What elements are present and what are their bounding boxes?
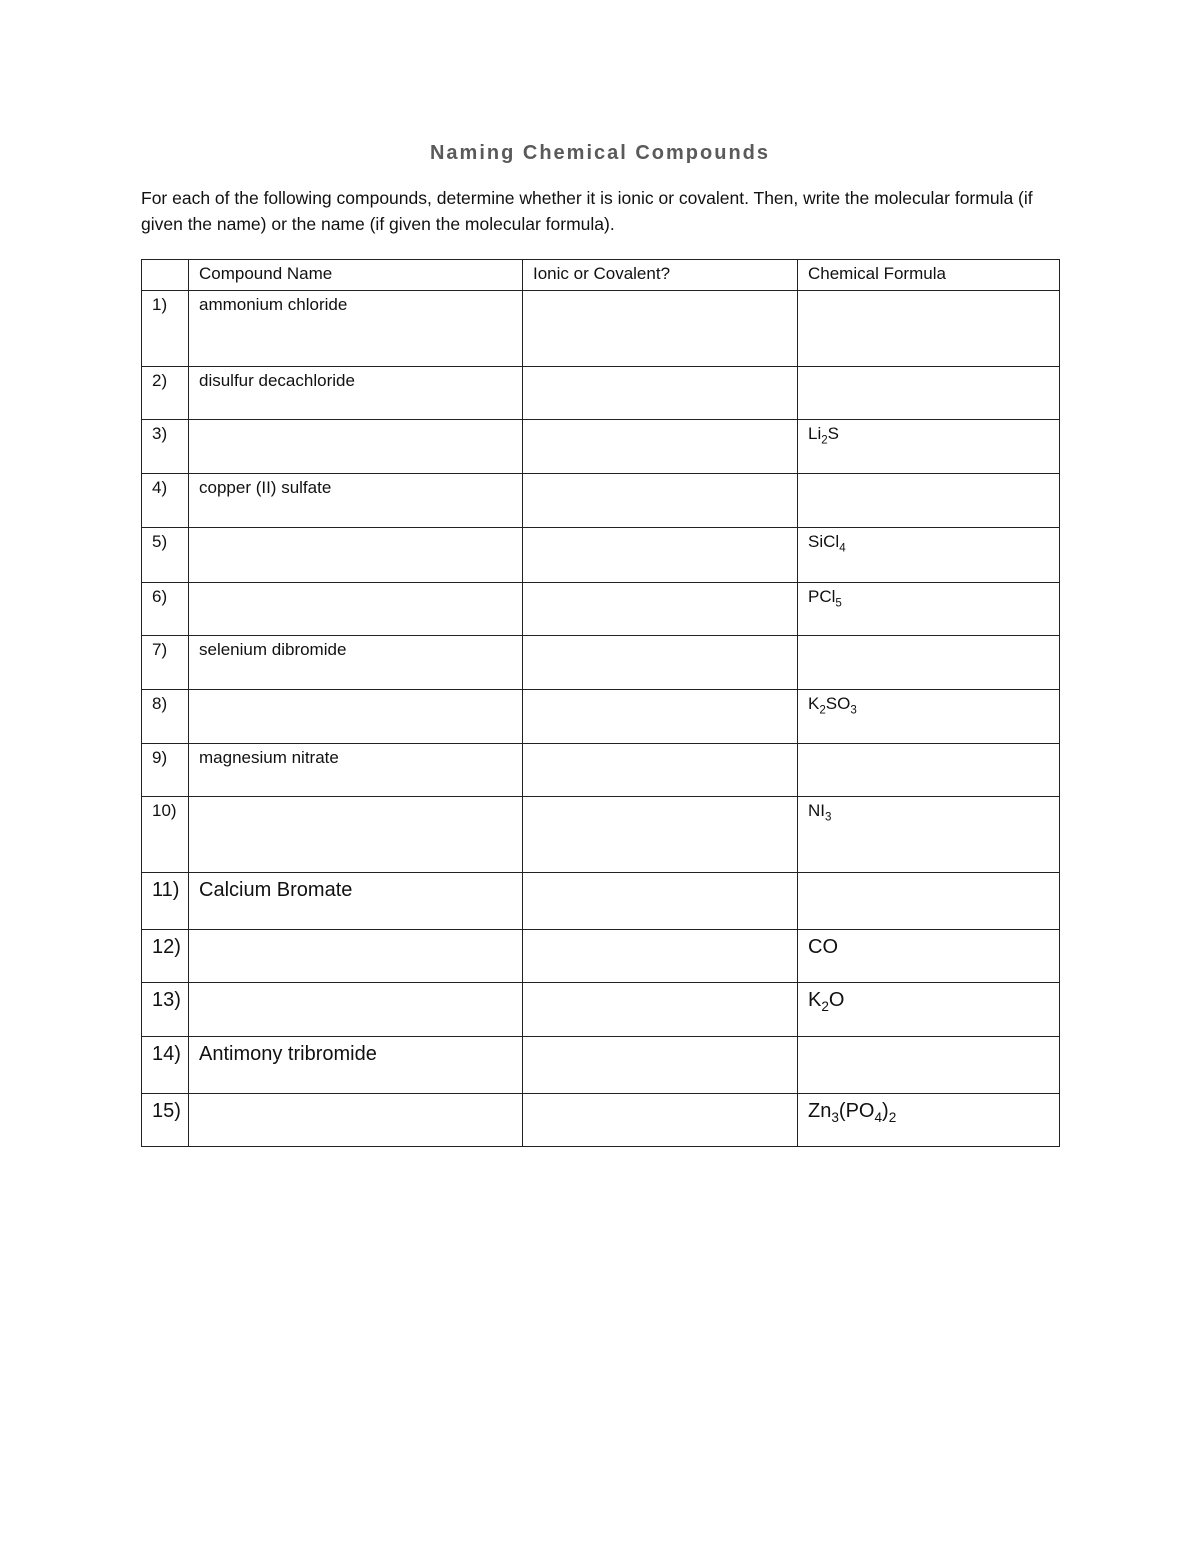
table-row bbox=[142, 983, 1060, 1037]
row-number: 15) bbox=[142, 1094, 189, 1147]
table-row bbox=[142, 583, 1060, 636]
row-number: 2) bbox=[142, 367, 189, 420]
compound-name-cell[interactable] bbox=[189, 690, 523, 744]
chemical-formula-cell: $K_2SO_3$ bbox=[798, 690, 1060, 744]
row-number: 14) bbox=[142, 1037, 189, 1094]
compound-name-cell[interactable] bbox=[189, 797, 523, 873]
page-title: Naming Chemical Compounds bbox=[429, 142, 771, 164]
row-number: 11) bbox=[142, 873, 189, 930]
compound-name-cell: Antimony tribromide bbox=[189, 1037, 523, 1094]
chemical-formula-cell: SiCl$_4$ bbox=[798, 528, 1060, 583]
ionic-or-covalent-cell[interactable] bbox=[523, 474, 798, 528]
chemical-formula-cell: $K_2O$ bbox=[798, 983, 1060, 1037]
ionic-or-covalent-cell[interactable] bbox=[523, 583, 798, 636]
table-row bbox=[142, 690, 1060, 744]
compound-name-cell: disulfur decachloride bbox=[189, 367, 523, 420]
chemical-formula-cell[interactable] bbox=[798, 291, 1060, 367]
row-number: 3) bbox=[142, 420, 189, 474]
row-number: 13) bbox=[142, 983, 189, 1037]
chemical-formula-cell: $Li_2S$ bbox=[798, 420, 1060, 474]
compound-name-cell: copper (II) sulfate bbox=[189, 474, 523, 528]
chemical-formula-cell[interactable] bbox=[798, 873, 1060, 930]
compound-name-cell: ammonium chloride bbox=[189, 291, 523, 367]
ionic-or-covalent-cell[interactable] bbox=[523, 636, 798, 690]
compound-name-cell[interactable] bbox=[189, 528, 523, 583]
row-number: 4) bbox=[142, 474, 189, 528]
ionic-or-covalent-cell[interactable] bbox=[523, 797, 798, 873]
header-number-cell bbox=[142, 260, 189, 291]
compound-name-cell: selenium dibromide bbox=[189, 636, 523, 690]
header-ionic-or-covalent: Ionic or Covalent? bbox=[523, 260, 798, 291]
chemical-formula-cell[interactable] bbox=[798, 636, 1060, 690]
chemical-formula-cell: $NI_3$ bbox=[798, 797, 1060, 873]
row-number: 5) bbox=[142, 528, 189, 583]
compound-name-cell: magnesium nitrate bbox=[189, 744, 523, 797]
ionic-or-covalent-cell[interactable] bbox=[523, 930, 798, 983]
instructions-text: For each of the following compounds, determine whether it is ionic or covalent. Then, write the molecular formula (if given the name) or the name (if given the molecular formula). bbox=[141, 188, 1033, 234]
table-row bbox=[142, 474, 1060, 528]
compound-name-cell[interactable] bbox=[189, 930, 523, 983]
table-row bbox=[142, 291, 1060, 367]
row-number: 7) bbox=[142, 636, 189, 690]
table-row bbox=[142, 420, 1060, 474]
compound-name-cell: Calcium Bromate bbox=[189, 873, 523, 930]
table-row bbox=[142, 367, 1060, 420]
chemical-formula-cell: CO bbox=[798, 930, 1060, 983]
row-number: 1) bbox=[142, 291, 189, 367]
table-row bbox=[142, 744, 1060, 797]
row-number: 6) bbox=[142, 583, 189, 636]
table-row bbox=[142, 636, 1060, 690]
ionic-or-covalent-cell[interactable] bbox=[523, 744, 798, 797]
row-number: 12) bbox=[142, 930, 189, 983]
table-header-row bbox=[142, 260, 1060, 291]
table-row bbox=[142, 797, 1060, 873]
table-row bbox=[142, 528, 1060, 583]
ionic-or-covalent-cell[interactable] bbox=[523, 873, 798, 930]
ionic-or-covalent-cell[interactable] bbox=[523, 1037, 798, 1094]
table-row bbox=[142, 930, 1060, 983]
row-number: 10) bbox=[142, 797, 189, 873]
chemical-formula-cell[interactable] bbox=[798, 744, 1060, 797]
header-compound-name: Compound Name bbox=[189, 260, 523, 291]
ionic-or-covalent-cell[interactable] bbox=[523, 983, 798, 1037]
ionic-or-covalent-cell[interactable] bbox=[523, 690, 798, 744]
compound-name-cell[interactable] bbox=[189, 983, 523, 1037]
table-row bbox=[142, 1094, 1060, 1147]
ionic-or-covalent-cell[interactable] bbox=[523, 291, 798, 367]
table-row bbox=[142, 873, 1060, 930]
row-number: 9) bbox=[142, 744, 189, 797]
compound-name-cell[interactable] bbox=[189, 583, 523, 636]
chemical-formula-cell[interactable] bbox=[798, 474, 1060, 528]
chemical-formula-cell: $Zn_3(PO_4)_2$ bbox=[798, 1094, 1060, 1147]
chemical-formula-cell[interactable] bbox=[798, 1037, 1060, 1094]
ionic-or-covalent-cell[interactable] bbox=[523, 420, 798, 474]
compounds-table bbox=[141, 259, 1060, 1147]
chemical-formula-cell: PCl$_5$ bbox=[798, 583, 1060, 636]
header-chemical-formula: Chemical Formula bbox=[798, 260, 1060, 291]
ionic-or-covalent-cell[interactable] bbox=[523, 528, 798, 583]
ionic-or-covalent-cell[interactable] bbox=[523, 1094, 798, 1147]
compound-name-cell[interactable] bbox=[189, 420, 523, 474]
table-row bbox=[142, 1037, 1060, 1094]
row-number: 8) bbox=[142, 690, 189, 744]
compound-name-cell[interactable] bbox=[189, 1094, 523, 1147]
ionic-or-covalent-cell[interactable] bbox=[523, 367, 798, 420]
chemical-formula-cell[interactable] bbox=[798, 367, 1060, 420]
